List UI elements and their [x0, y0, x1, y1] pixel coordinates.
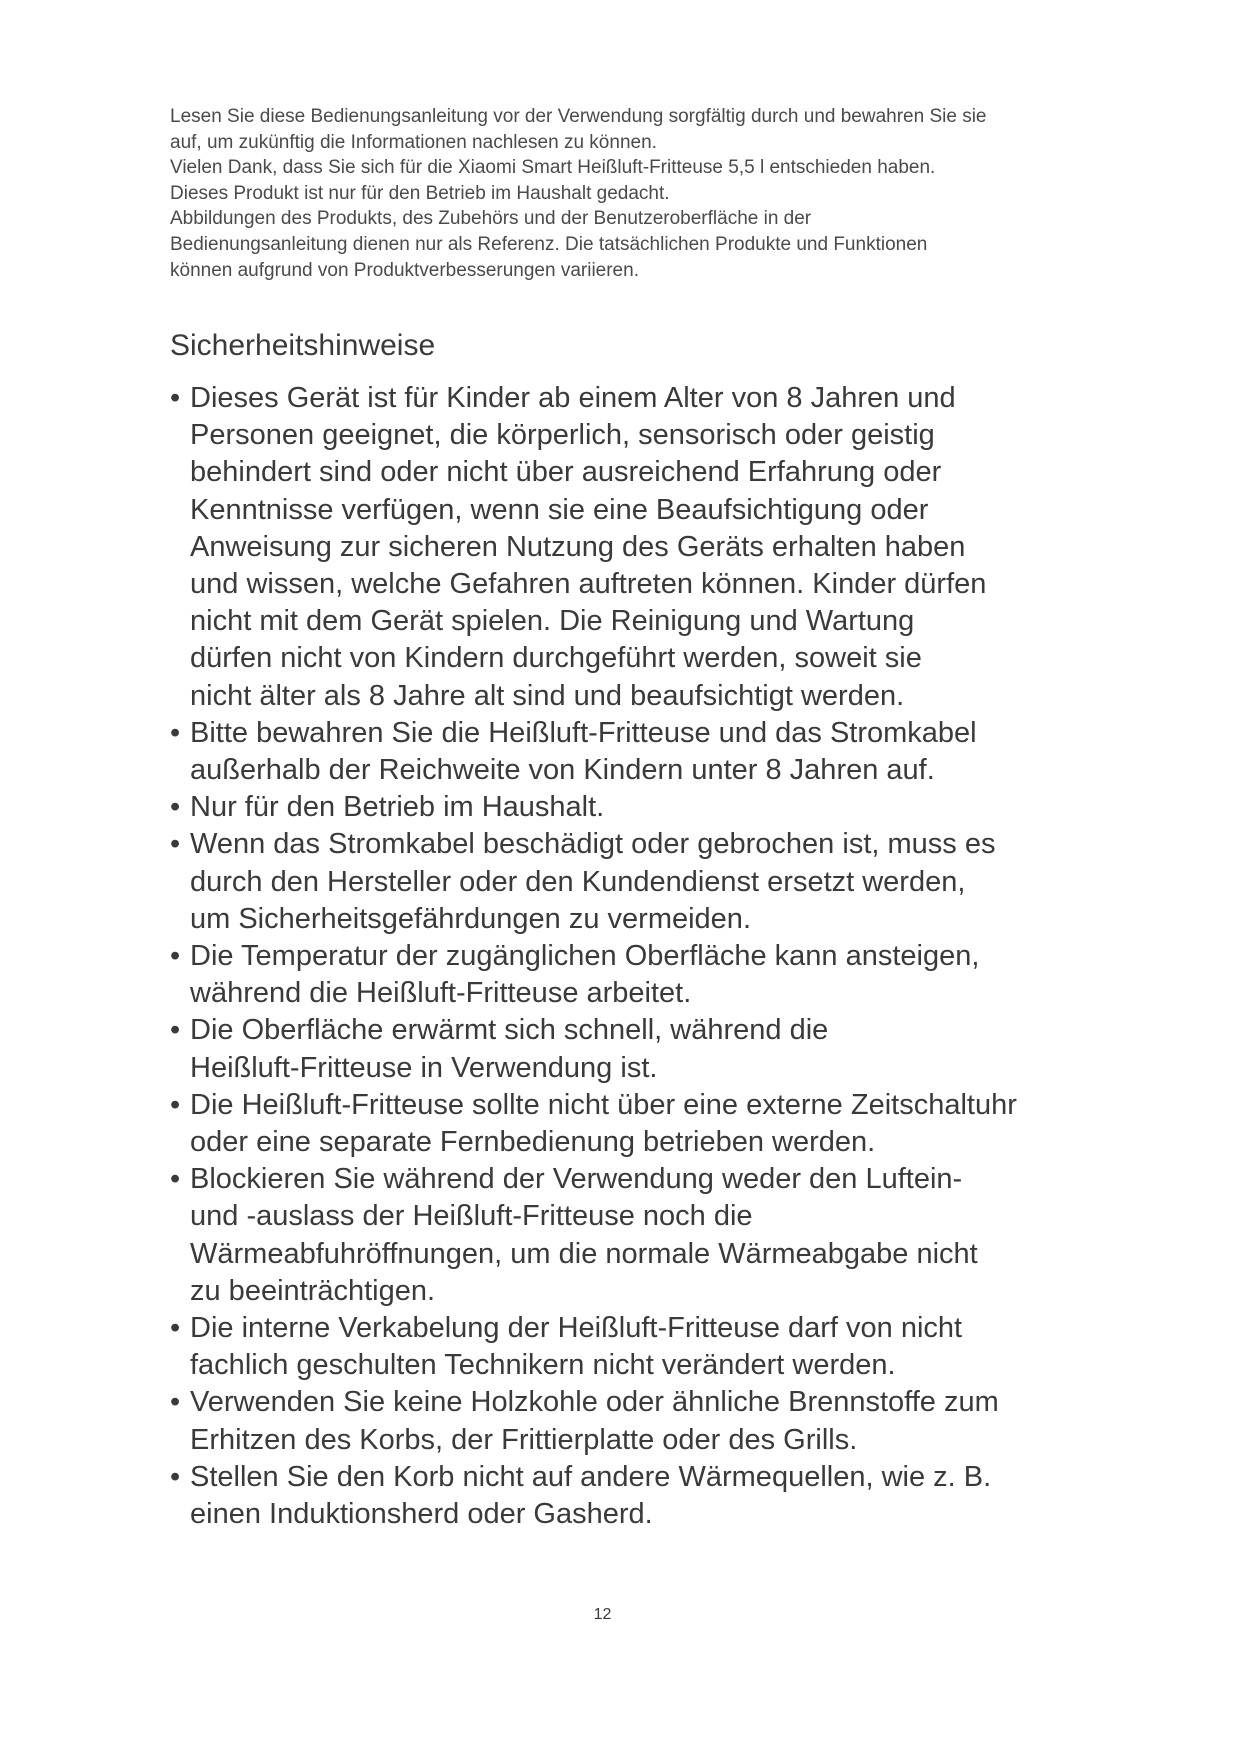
safety-item-line: Die Heißluft-Fritteuse sollte nicht über eine externe Zeitschaltuhr	[190, 1088, 1017, 1121]
bullet-icon: •	[170, 828, 181, 861]
safety-item	[170, 1161, 1070, 1310]
safety-item-line: Verwenden Sie keine Holzkohle oder ähnliche Brennstoffe zum	[190, 1386, 999, 1419]
safety-item-text	[190, 1087, 1070, 1161]
bullet-icon: •	[170, 716, 181, 749]
safety-item-line: Die interne Verkabelung der Heißluft-Fritteuse darf von nicht	[190, 1312, 963, 1345]
bullet-icon: •	[170, 1014, 181, 1047]
safety-item-line: Bitte bewahren Sie die Heißluft-Fritteuse und das Stromkabel	[190, 716, 977, 749]
safety-item-line: außerhalb der Reichweite von Kindern unter 8 Jahren auf.	[190, 754, 935, 787]
safety-item-line: durch den Hersteller oder den Kundendienst ersetzt werden,	[190, 865, 966, 898]
intro-line: Abbildungen des Produkts, des Zubehörs und der Benutzeroberfläche in der	[170, 208, 812, 230]
page-number: 12	[593, 1606, 612, 1623]
safety-item	[170, 1012, 1070, 1086]
safety-item-line: Die Temperatur der zugänglichen Oberfläche kann ansteigen,	[190, 940, 980, 973]
safety-item-line: um Sicherheitsgefährdungen zu vermeiden.	[190, 902, 751, 935]
bullet-icon: •	[170, 382, 181, 414]
safety-item-line: Blockieren Sie während der Verwendung weder den Luftein-	[190, 1163, 963, 1196]
safety-item-line: dürfen nicht von Kindern durchgeführt werden, soweit sie	[190, 642, 922, 675]
safety-item-line: und wissen, welche Gefahren auftreten können. Kinder dürfen	[190, 568, 987, 601]
safety-item-text	[190, 1310, 1070, 1384]
safety-item-line: während die Heißluft-Fritteuse arbeitet.	[190, 977, 692, 1010]
bullet-icon: •	[170, 1386, 181, 1419]
safety-item-line: und -auslass der Heißluft-Fritteuse noch die	[190, 1200, 753, 1233]
section-title: Sicherheitshinweise	[170, 329, 436, 362]
safety-item-line: fachlich geschulten Technikern nicht verändert werden.	[190, 1349, 896, 1382]
safety-item-line: einen Induktionsherd oder Gasherd.	[190, 1498, 653, 1531]
safety-item-line: Wenn das Stromkabel beschädigt oder gebrochen ist, muss es	[190, 828, 996, 861]
safety-item-text	[190, 1161, 1070, 1310]
safety-item-line: Wärmeabfuhröffnungen, um die normale Wärmeabgabe nicht	[190, 1237, 978, 1270]
safety-item	[170, 380, 1070, 715]
bullet-icon: •	[170, 1460, 181, 1493]
safety-item	[170, 1459, 1070, 1533]
intro-paragraph	[170, 104, 1070, 283]
safety-item-line: behindert sind oder nicht über ausreichend Erfahrung oder	[190, 456, 942, 489]
safety-item-text	[190, 938, 1070, 1012]
safety-item-text	[190, 715, 1070, 789]
safety-item-text	[190, 380, 1070, 715]
safety-item-line: Dieses Gerät ist für Kinder ab einem Alter von 8 Jahren und	[190, 382, 956, 414]
bullet-icon: •	[170, 1088, 181, 1121]
bullet-icon: •	[170, 1312, 181, 1345]
safety-item-text	[190, 1384, 1070, 1458]
safety-item-line: Stellen Sie den Korb nicht auf andere Wärmequellen, wie z. B.	[190, 1460, 992, 1493]
safety-item-line: Kenntnisse verfügen, wenn sie eine Beaufsichtigung oder	[190, 493, 929, 526]
safety-item-line: Anweisung zur sicheren Nutzung des Geräts erhalten haben	[190, 530, 966, 563]
safety-item	[170, 789, 1070, 826]
intro-line: Vielen Dank, dass Sie sich für die Xiaomi Smart Heißluft-Fritteuse 5,5 l entschieden haben.	[170, 157, 936, 179]
bullet-icon: •	[170, 791, 181, 824]
safety-item-line: Erhitzen des Korbs, der Frittierplatte oder des Grills.	[190, 1423, 858, 1456]
bullet-icon: •	[170, 940, 181, 973]
safety-item-text	[190, 826, 1070, 938]
safety-item	[170, 1384, 1070, 1458]
intro-line: Dieses Produkt ist nur für den Betrieb im Haushalt gedacht.	[170, 182, 670, 204]
safety-item-line: nicht mit dem Gerät spielen. Die Reinigung und Wartung	[190, 605, 915, 638]
safety-instructions-list	[170, 380, 1070, 1533]
intro-line: auf, um zukünftig die Informationen nachlesen zu können.	[170, 131, 657, 153]
safety-item	[170, 826, 1070, 938]
safety-item	[170, 1087, 1070, 1161]
intro-line: können aufgrund von Produktverbesserungen variieren.	[170, 259, 639, 281]
safety-item-line: zu beeinträchtigen.	[190, 1274, 436, 1307]
safety-item-text	[190, 1012, 1070, 1086]
safety-item	[170, 938, 1070, 1012]
safety-item-line: Nur für den Betrieb im Haushalt.	[190, 791, 605, 824]
bullet-icon: •	[170, 1163, 181, 1196]
intro-line: Bedienungsanleitung dienen nur als Referenz. Die tatsächlichen Produkte und Funktionen	[170, 233, 928, 255]
intro-line: Lesen Sie diese Bedienungsanleitung vor der Verwendung sorgfältig durch und bewahren Sie sie	[170, 106, 987, 127]
safety-item-line: Heißluft-Fritteuse in Verwendung ist.	[190, 1051, 658, 1084]
safety-item-text	[190, 1459, 1070, 1533]
safety-item-line: nicht älter als 8 Jahre alt sind und beaufsichtigt werden.	[190, 679, 905, 712]
safety-item-line: Die Oberfläche erwärmt sich schnell, während die	[190, 1014, 829, 1047]
safety-item-text	[190, 789, 1070, 826]
safety-item	[170, 1310, 1070, 1384]
safety-item	[170, 715, 1070, 789]
safety-item-line: Personen geeignet, die körperlich, sensorisch oder geistig	[190, 419, 935, 452]
safety-item-line: oder eine separate Fernbedienung betrieben werden.	[190, 1126, 876, 1159]
